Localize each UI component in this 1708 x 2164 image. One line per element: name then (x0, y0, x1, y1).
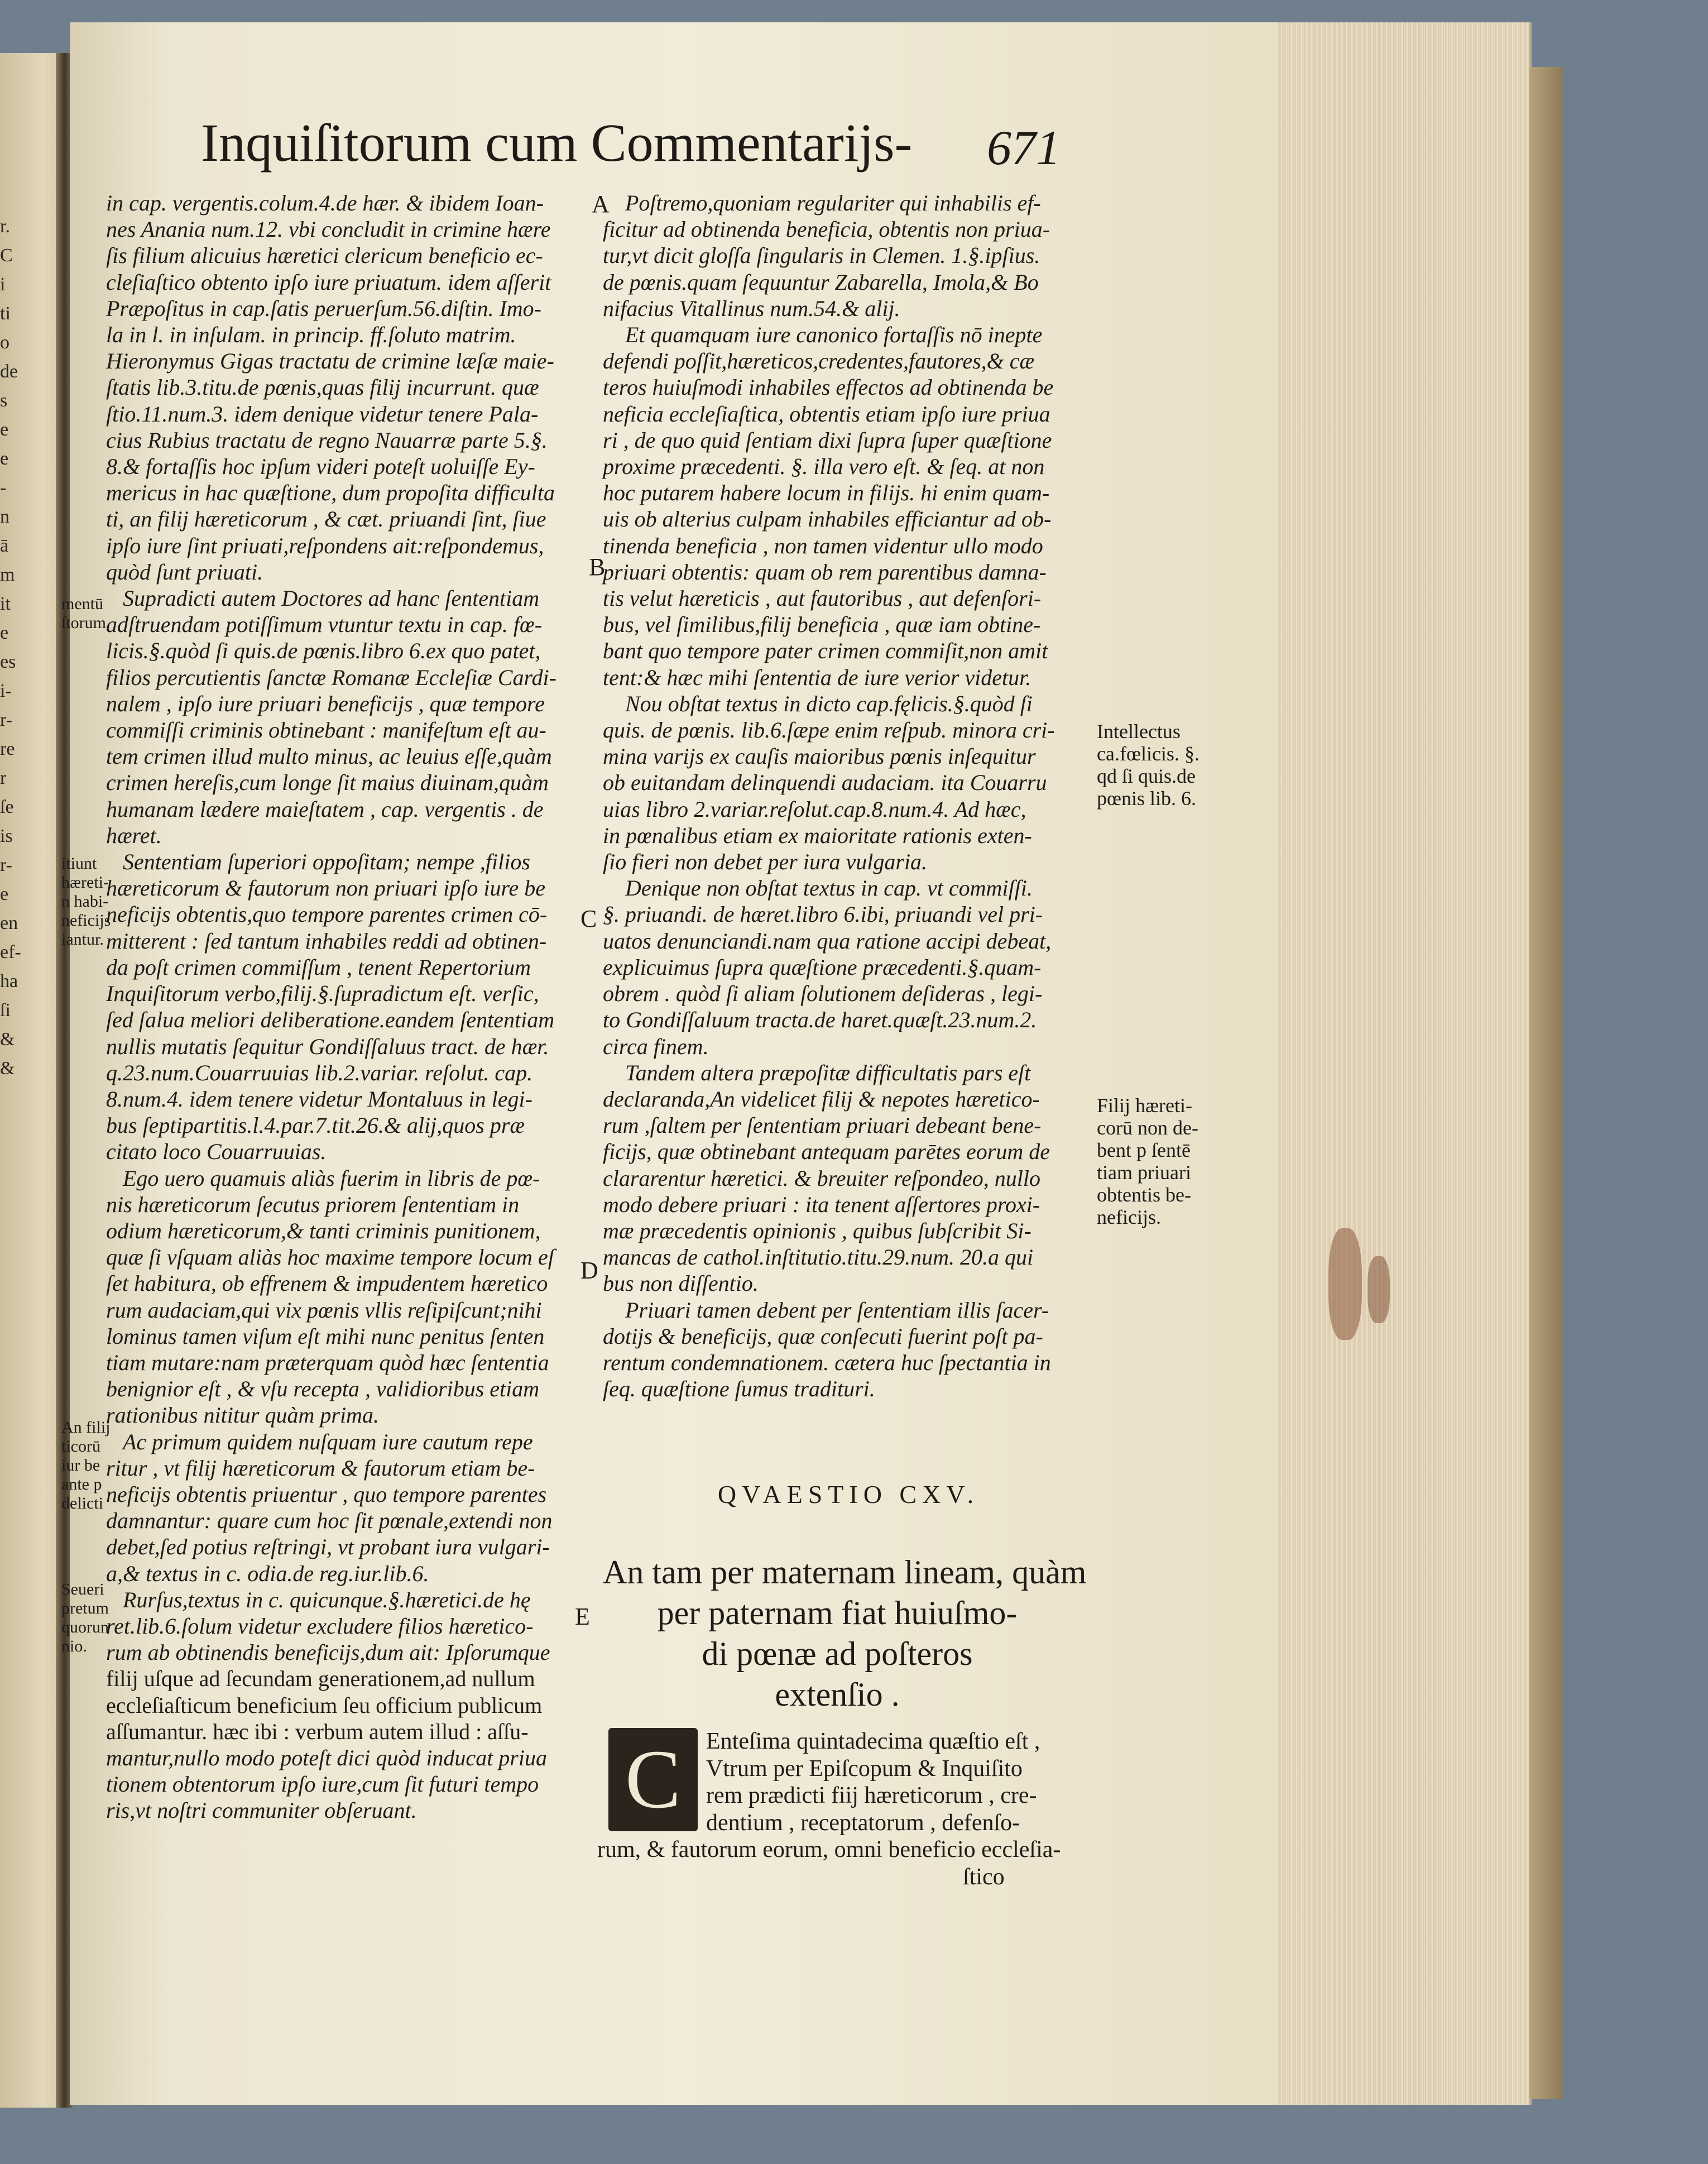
text-line: bant quo tempore pater crimen commiſit,non amit (603, 638, 1048, 664)
left-marginal-note (61, 1580, 109, 1656)
foxing-stain (1368, 1256, 1390, 1323)
text-line: Ego uero quamuis aliàs fuerim in libris de pœ- (123, 1165, 540, 1191)
text-line: Supradicti autem Doctores ad hanc ſententiam (123, 586, 540, 611)
text-line: quæ ſi vſquam aliàs hoc maxime tempore locum eſ (106, 1244, 554, 1270)
text-line: ſtio.11.num.3. idem denique videtur tenere Pala- (106, 401, 539, 427)
strip-line: r- (0, 855, 12, 875)
text-line: to Gondiſſaluum tracta.de haret.quæſt.23.num.2. (603, 1007, 1037, 1033)
question-heading (603, 1552, 1087, 1715)
strip-line: e (0, 623, 9, 643)
text-line: nis hæreticorum ſecutus priorem ſententiam in (106, 1191, 520, 1217)
note-line: iur be (61, 1456, 100, 1474)
note-line: nio. (61, 1637, 87, 1655)
text-line: §. priuandi. de hæret.libro 6.ibi, priuandi vel pri- (603, 902, 1043, 927)
note-line: obtentis be- (1097, 1184, 1191, 1206)
text-line: neficia eccleſiaſtica, obtentis etiam ipſo iure priua (603, 401, 1050, 427)
foxing-stain (1328, 1228, 1362, 1340)
text-line: Inquiſitorum verbo,filij.§.ſupradictum eſt. verſic, (106, 981, 539, 1007)
strip-line: m (0, 564, 15, 585)
text-line: da poſt crimen commiſſum , tenent Repertorium (106, 954, 531, 980)
text-line: neficijs obtentis priuentur , quo tempore parentes (106, 1481, 547, 1507)
text-line: benignior eſt , & vſu recepta , validioribus etiam (106, 1376, 540, 1402)
text-line: licis.§.quòd ſi quis.de pœnis.libro 6.ex quo patet, (106, 638, 541, 664)
note-line: delicti (61, 1494, 103, 1512)
text-line: citato loco Couarruuias. (106, 1139, 327, 1165)
book-cover-edge (1529, 67, 1563, 2099)
text-line: ſeq. quæſtione ſumus tradituri. (603, 1376, 875, 1402)
text-line: uias libro 2.variar.reſolut.cap.8.num.4. Ad hæc, (603, 796, 1026, 822)
text-line: Nou obſtat textus in dicto cap.fęlicis.§.quòd ſi (625, 691, 1033, 716)
text-line: odium hæreticorum,& tanti criminis punitionem, (106, 1218, 541, 1243)
text-line: proxime præcedenti. §. illa vero eſt. & ſeq. at non (603, 454, 1045, 480)
previous-page-text-strip (0, 212, 56, 1775)
note-line: pœnis lib. 6. (1097, 787, 1197, 810)
text-line: Vtrum per Epiſcopum & Inquiſito (706, 1755, 1023, 1782)
text-line: 8.& fortaſſis hoc ipſum videri poteſt uoluiſſe Ey- (106, 454, 535, 480)
text-line: explicuimus ſupra quæſtione præcedenti.§.quam- (603, 954, 1042, 980)
text-line: tinenda beneficia , non tamen videntur ullo modo (603, 533, 1043, 558)
section-letter: C (580, 905, 597, 932)
page-block-edges (1278, 22, 1532, 2105)
section-letter: D (580, 1257, 598, 1284)
section-letter: B (589, 553, 606, 581)
text-line: rum ,ſaltem per ſententiam priuari debeant bene- (603, 1113, 1042, 1138)
text-line: rationibus nititur quàm prima. (106, 1402, 379, 1428)
text-line: rem prædicti fiij hæreticorum , cre- (706, 1783, 1037, 1809)
text-line: hoc putarem habere locum in filijs. hi enim quam- (603, 480, 1050, 506)
text-line: ſtatis lib.3.titu.de pœnis,quas filij incurrunt. quæ (106, 375, 539, 400)
text-line: Sententiam ſuperiori oppoſitam; nempe ,filios (123, 849, 530, 875)
text-line: mantur,nullo modo poteſt dici quòd inducat priua (106, 1745, 547, 1770)
strip-line: ā (0, 535, 9, 556)
text-line: filios percutientis ſanctæ Romanæ Eccleſiæ Cardi- (106, 664, 556, 690)
text-line: ſio fieri non debet per iura vulgaria. (603, 849, 928, 875)
text-line: adſtruendam potiſſimum vtuntur textu in cap. fœ- (106, 612, 543, 638)
text-line: filij uſque ad ſecundam generationem,ad nullum (106, 1666, 535, 1692)
text-line: teros huiuſmodi inhabiles effectos ad obtinenda be (603, 375, 1054, 400)
strip-line: & (0, 1029, 15, 1050)
text-line: tent:& hæc mihi ſententia de iure verior videtur. (603, 664, 1031, 690)
strip-line: is (0, 826, 13, 846)
text-line: ficitur ad obtinenda beneficia, obtentis non priua- (603, 217, 1050, 242)
text-line: nalem , ipſo iure priuari beneficijs , quæ tempore (106, 691, 545, 716)
text-line: bus, vel ſimilibus,filij beneficia , quæ iam obtine- (603, 612, 1041, 638)
text-line: declaranda,An videlicet filij & nepotes hæretico- (603, 1086, 1040, 1112)
text-line: tem crimen illud multo minus, ac leuius eſſe,quàm (106, 744, 552, 769)
note-line: n habi- (61, 892, 109, 911)
text-line: uis ob alterius culpam inhabiles efficiantur ad ob- (603, 506, 1052, 532)
text-line: mericus in hac quæſtione, dum propoſita difficulta (106, 480, 555, 506)
strip-line: e (0, 884, 9, 904)
note-line: tiam priuari (1097, 1161, 1191, 1184)
strip-line: r. (0, 216, 10, 237)
heading-line: An tam per maternam lineam, quàm (603, 1554, 1087, 1591)
note-line: itiunt (61, 854, 97, 873)
text-line: Enteſima quintadecima quæſtio eſt , (706, 1729, 1040, 1754)
text-line: mitterent : ſed tantum inhabiles reddi ad obtinen- (106, 928, 547, 954)
text-line: ritur , vt filij hæreticorum & fautorum etiam be- (106, 1455, 535, 1481)
text-line: modo debere priuari : ita tenent aſſertores proxi- (603, 1191, 1040, 1217)
strip-line: e (0, 419, 9, 440)
text-line: a,& textus in c. odia.de reg.iur.lib.6. (106, 1560, 429, 1586)
text-line: clararentur hæretici. & breuiter reſpondeo, nullo (603, 1165, 1040, 1191)
text-line: ris,vt noſtri communiter obſeruant. (106, 1798, 417, 1823)
text-line: dentium , receptatorum , defenſo- (706, 1809, 1020, 1836)
page-number: 671 (987, 121, 1061, 175)
note-line: corū non de- (1097, 1117, 1198, 1139)
text-line: eccleſiaſticum beneficium ſeu officium publicum (106, 1692, 543, 1718)
text-line: ret.lib.6.ſolum videtur excludere filios hæretico- (106, 1613, 534, 1639)
text-line: mina varijs ex cauſis maioribus pœnis inſequitur (603, 744, 1036, 769)
note-line: quorun (61, 1618, 109, 1636)
text-line: damnantur: quare cum hoc ſit pœnale,extendi non (106, 1508, 553, 1534)
text-line: aſſumantur. hæc ibi : verbum autem illud : aſſu- (106, 1718, 529, 1744)
strip-line: de (0, 361, 18, 382)
text-line: Et quamquam iure canonico fortaſſis nō inepte (625, 322, 1043, 348)
strip-line: en (0, 913, 18, 933)
strip-line: es (0, 652, 16, 672)
strip-line: i- (0, 681, 12, 701)
question-number: QVAESTIO CXV. (717, 1480, 980, 1509)
running-title: Inquiſitorum cum Commentarijs- (201, 113, 913, 173)
strip-line: re (0, 739, 15, 759)
left-marginal-note (61, 854, 111, 949)
text-line: Poſtremo,quoniam regulariter qui inhabilis ef- (625, 190, 1041, 216)
strip-line: n (0, 506, 9, 527)
right-marginal-note (1097, 720, 1200, 810)
text-line: tionem obtentorum ipſo iure,cum ſit futuri tempo (106, 1772, 539, 1797)
note-line: Seueri (61, 1580, 104, 1598)
text-line: commiſſi criminis obtinebant : manifeſtum eſt au- (106, 717, 546, 743)
text-line: rentum condemnationem. cætera huc ſpectantia in (603, 1349, 1051, 1375)
note-line: neficijs (61, 911, 111, 930)
strip-line: s (0, 390, 8, 411)
strip-line: ti (0, 303, 11, 324)
strip-line: e (0, 448, 9, 469)
strip-line: ef- (0, 942, 21, 963)
text-line: quis. de pœnis. lib.6.ſæpe enim reſpub. minora cri- (603, 717, 1055, 743)
text-line: in pœnalibus etiam ex maioritate rationis exten- (603, 822, 1032, 848)
strip-line: & (0, 1058, 15, 1079)
text-line: nifacius Vitallinus num.54.& alij. (603, 295, 900, 321)
strip-line: ſe (0, 797, 14, 817)
note-line: bent p ſentē (1097, 1139, 1191, 1161)
text-line: bus ſeptipartitis.l.4.par.7.tit.26.& alij,quos præ (106, 1113, 525, 1138)
text-line: tis velut hæreticis , aut fautoribus , aut defenſori- (603, 586, 1042, 611)
text-line: neficijs obtentis,quo tempore parentes crimen cō- (106, 902, 548, 927)
strip-line: o (0, 332, 9, 353)
text-line: rum audaciam,qui vix pœnis vllis reſipiſcunt;nihi (106, 1297, 542, 1323)
text-line: defendi poſſit,hæreticos,credentes,fautores,& cæ (603, 348, 1035, 374)
section-letter: A (592, 190, 610, 218)
text-line: quòd ſunt priuati. (106, 559, 263, 585)
text-line: Priuari tamen debent per ſententiam illis ſacer- (625, 1297, 1049, 1323)
left-marginal-note (61, 1418, 111, 1513)
right-text-column (603, 190, 1105, 1402)
text-line: 8.num.4. idem tenere videtur Montaluus in legi- (106, 1086, 532, 1112)
running-head (201, 112, 1061, 173)
note-line: ſtorum. (61, 614, 111, 632)
note-line: Filij hæreti- (1097, 1094, 1192, 1117)
text-line: bus non diſſentio. (603, 1271, 759, 1296)
text-line: hæret. (106, 822, 162, 848)
note-line: neficijs. (1097, 1206, 1161, 1228)
strip-line: - (0, 477, 7, 498)
text-line: circa finem. (603, 1033, 709, 1059)
question-body-text (597, 1728, 1097, 1891)
text-line: la in l. in inſulam. in princip. ff.ſoluto matrim. (106, 322, 516, 348)
strip-line: C (0, 245, 13, 266)
strip-line: it (0, 593, 11, 614)
strip-line: r (0, 768, 7, 788)
text-line: tiam mutare:nam præterquam quòd hæc ſententia (106, 1349, 549, 1375)
text-line: Denique non obſtat textus in cap. vt commiſſi. (625, 875, 1033, 901)
note-line: mentū (61, 595, 103, 613)
note-line: Intellectus (1097, 720, 1181, 743)
text-line: uatos denunciandi.nam qua ratione accipi debeat, (603, 928, 1052, 954)
text-line: nes Anania num.12. vbi concludit in crimine hære (106, 217, 551, 242)
text-line: ti, an filij hæreticorum , & cæt. priuandi ſint, ſiue (106, 506, 546, 532)
text-line: cleſiaſtico obtento ipſo iure priuatum. idem aſſerit (106, 269, 551, 295)
strip-line: r- (0, 710, 12, 730)
text-line: cius Rubius tractatu de regno Nauarræ parte 5.§. (106, 427, 548, 453)
text-line: hæreticorum & fautorum non priuari ipſo iure be (106, 875, 546, 901)
right-marginal-note (1097, 1094, 1198, 1228)
note-line: ca.fœlicis. §. (1097, 743, 1200, 765)
section-letter: E (575, 1603, 590, 1630)
note-line: iantur. (61, 930, 104, 949)
strip-line: i (0, 274, 6, 295)
text-line: ri , de quo quid ſentiam dixi ſupra ſuper quæſtione (603, 427, 1052, 453)
text-line: humanam lædere maieſtatem , cap. vergentis . de (106, 796, 544, 822)
text-line: ſis filium alicuius hæretici clericum beneficio ec- (106, 243, 543, 269)
text-line: dotijs & beneficijs, quæ conſecuti fuerint poſt pa- (603, 1323, 1043, 1349)
strip-line: ha (0, 971, 18, 992)
text-line: lominus tamen viſum eſt mihi nunc penitus ſenten (106, 1323, 545, 1349)
text-line: in cap. vergentis.colum.4.de hær. & ibidem Ioan- (106, 190, 544, 216)
text-line: obrem . quòd ſi aliam ſolutionem deſideras , legi- (603, 981, 1043, 1007)
note-line: qd ſi quis.de (1097, 765, 1196, 787)
heading-line: per paternam fiat huiuſmo- (657, 1595, 1018, 1631)
text-line: rum, & fautorum eorum, omni beneficio eccleſia- (597, 1837, 1061, 1863)
text-line: ipſo iure ſint priuati,reſpondens ait:reſpondemus, (106, 533, 544, 558)
text-line: q.23.num.Couarruuias lib.2.variar. reſolut. cap. (106, 1060, 533, 1085)
text-line: ſtico (963, 1864, 1005, 1890)
left-marginal-note (61, 595, 111, 633)
text-line: Tandem altera præpoſitæ difficultatis pars eſt (625, 1060, 1031, 1085)
ornamental-drop-cap: C (608, 1728, 698, 1831)
heading-line: di pœnæ ad poſteros (702, 1635, 973, 1672)
text-line: de pœnis.quam ſequuntur Zabarella, Imola,& Bo (603, 269, 1039, 295)
text-line: Rurſus,textus in c. quicunque.§.hæretici.de hę (123, 1587, 531, 1612)
note-line: hæreti- (61, 873, 109, 892)
text-line: Præpoſitus in cap.ſatis peruerſum.56.diſtin. Imo- (106, 295, 541, 321)
text-line: Hieronymus Gigas tractatu de crimine læſæ maie- (106, 348, 554, 374)
text-line: mæ præcedentis opinionis , quibus ſubſcribit Si- (603, 1218, 1031, 1243)
text-line: debet,ſed potius reſtringi, vt probant iura vulgari- (106, 1534, 550, 1560)
text-line: priuari obtentis: quam ob rem parentibus damna- (603, 559, 1047, 585)
note-line: An filij (61, 1418, 111, 1437)
note-line: pretum (61, 1599, 109, 1617)
heading-line: extenſio . (775, 1676, 900, 1713)
text-line: ob euitandam delinquendi audaciam. ita Couarru (603, 770, 1047, 796)
note-line: ticorū (61, 1437, 100, 1456)
text-line: ſed ſalua meliori deliberatione.eandem ſententiam (106, 1007, 555, 1033)
text-line: mancas de cathol.inſtitutio.titu.29.num. 20.a qui (603, 1244, 1034, 1270)
strip-line: ſi (0, 1000, 11, 1021)
text-line: ſet habitura, ob effrenem & impudentem hæretico (106, 1271, 548, 1296)
text-line: nullis mutatis ſequitur Gondiſſaluus tract. de hær. (106, 1033, 549, 1059)
text-line: rum ab obtinendis beneficijs,dum ait: Ipſorumque (106, 1640, 550, 1665)
text-line: Ac primum quidem nuſquam iure cautum repe (123, 1429, 533, 1454)
text-line: crimen hereſis,cum longe ſit maius diuinam,quàm (106, 770, 549, 796)
text-line: tur,vt dicit gloſſa ſingularis in Clemen. 1.§.ipſius. (603, 243, 1040, 269)
left-text-column (106, 190, 575, 1824)
text-line: ficijs, quæ obtinebant antequam parētes eorum de (603, 1139, 1050, 1165)
note-line: ante p (61, 1475, 102, 1493)
